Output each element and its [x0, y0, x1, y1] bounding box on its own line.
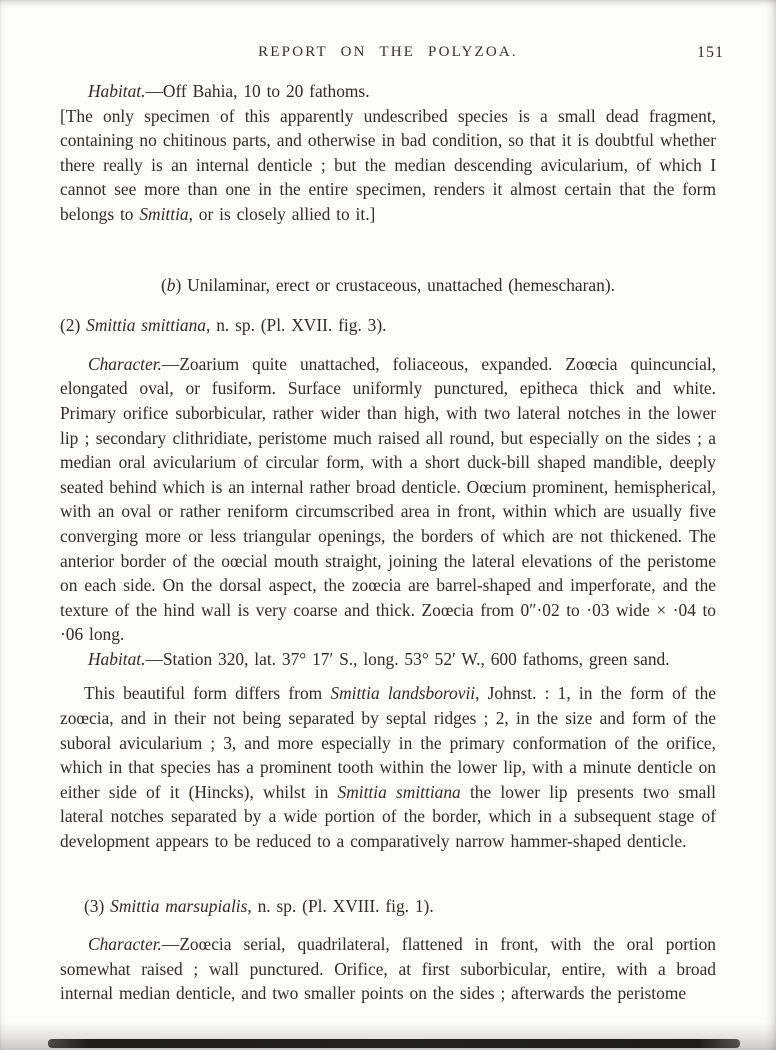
habitat-label: Habitat. [88, 81, 146, 101]
page-header [60, 44, 724, 66]
character-marsupialis-text: —Zoœcia serial, quadrilateral, flattened in front, with the oral portion somewhat raised ; wall punctured. Orifice, at first suborbicular, entire, with a broad internal median denticle, and two smaller points on the sides ; afterwards the peristome [60, 934, 716, 1004]
comparison-intro: This beautiful form differs from [84, 683, 331, 704]
paragraph-habitat-station [60, 647, 716, 672]
species-heading-marsupialis [60, 894, 716, 919]
species-marsupialis-name: Smittia marsupialis [110, 895, 248, 916]
subsection-text: ) Unilaminar, erect or crustaceous, unattached (hemescharan). [175, 274, 615, 295]
character-smittiana-label: Character. [88, 353, 162, 374]
species-marsupialis-reference: , n. sp. (Pl. XVIII. fig. 1). [247, 895, 434, 916]
habitat-station-label: Habitat. [88, 648, 146, 669]
paragraph-character-marsupialis [60, 932, 716, 1006]
species-smittiana-reference: , n. sp. (Pl. XVII. fig. 3). [206, 315, 387, 336]
subsection-heading-b [60, 273, 716, 298]
page-number: 151 [697, 44, 724, 61]
habitat-station-text: —Station 320, lat. 37° 17′ S., long. 53° 52′ W., 600 fathoms, green sand. [145, 648, 670, 669]
habitat-bahia-text: —Off Bahia, 10 to 20 fathoms. [145, 81, 370, 101]
text-block [60, 79, 716, 1006]
paragraph-character-smittiana [60, 352, 716, 647]
comparison-species-landsborovii: Smittia landsborovii [330, 683, 476, 704]
subsection-open-paren: ( [161, 274, 167, 295]
scan-black-bar-artifact [48, 1039, 740, 1048]
species-smittiana-name: Smittia smittiana [86, 315, 207, 336]
comparison-ending: the lower lip presents two small lateral notches separated by a wide portion of the border, which in a subsequent stage of development appears to be reduced to a comparatively narrow hammer-shaped denticle. [60, 781, 716, 852]
bracket-note-text: [The only specimen of this apparently undescribed species is a small dead fragment, containing no chitinous parts, and otherwise in bad condition, so that it is doubtful whether there really is an internal denticle ; but the median descending avicularium, of which I cannot see more than one in the entire specimen, renders it almost certain that the form belongs to [60, 105, 716, 224]
character-smittiana-text: —Zoarium quite unattached, foliaceous, expanded. Zoœcia quincuncial, elongated oval, or fusiform. Surface uniformly punctured, epitheca thick and white. Primary orifice suborbicular, rather wider than high, with two lateral notches in the lower lip ; secondary clithridiate, peristome much raised all round, but especially on the sides ; a median oral avicularium of circular form, with a short duck-bill shaped mandible, deeply seated behind which is an internal rather broad denticle. Oœcium prominent, hemispherical, with an oval or rather reniform circumscribed area in front, within which are usually five converging more or less triangular openings, the borders of which are not thickened. The anterior border of the oœcial mouth straight, joining the lateral elevations of the peristome on each side. On the dorsal aspect, the zoœcia are barrel-shaped and imperforate, and the texture of the hind wall is very coarse and thick. Zoœcia from 0″·02 to ·03 wide × ·04 to ·06 long. [60, 353, 716, 645]
comparison-species-smittiana: Smittia smittiana [337, 781, 461, 802]
species-smittiana-number: (2) [60, 315, 87, 336]
running-title: REPORT ON THE POLYZOA. [258, 44, 518, 60]
paragraph-habitat-bahia [60, 79, 716, 104]
character-marsupialis-label: Character. [88, 934, 162, 955]
subsection-letter: b [166, 274, 176, 295]
paragraph-bracket-note [60, 104, 716, 227]
species-heading-smittiana [60, 313, 716, 338]
comparison-middle: , Johnst. : 1, in the form of the zoœcia, and in their not being separated by septal ridges ; 2, in the size and form of the suboral avicularium ; 3, and more especially in the primary conformation of the orifice, which in that species has a prominent tooth within the lower lip, with a minute denticle on either side of it (Hincks), whilst in [60, 683, 716, 802]
genus-name: Smittia [139, 203, 189, 224]
species-marsupialis-number: (3) [84, 895, 111, 916]
paragraph-comparison [60, 681, 716, 853]
bracket-note-close: , or is closely allied to it.] [188, 203, 376, 224]
